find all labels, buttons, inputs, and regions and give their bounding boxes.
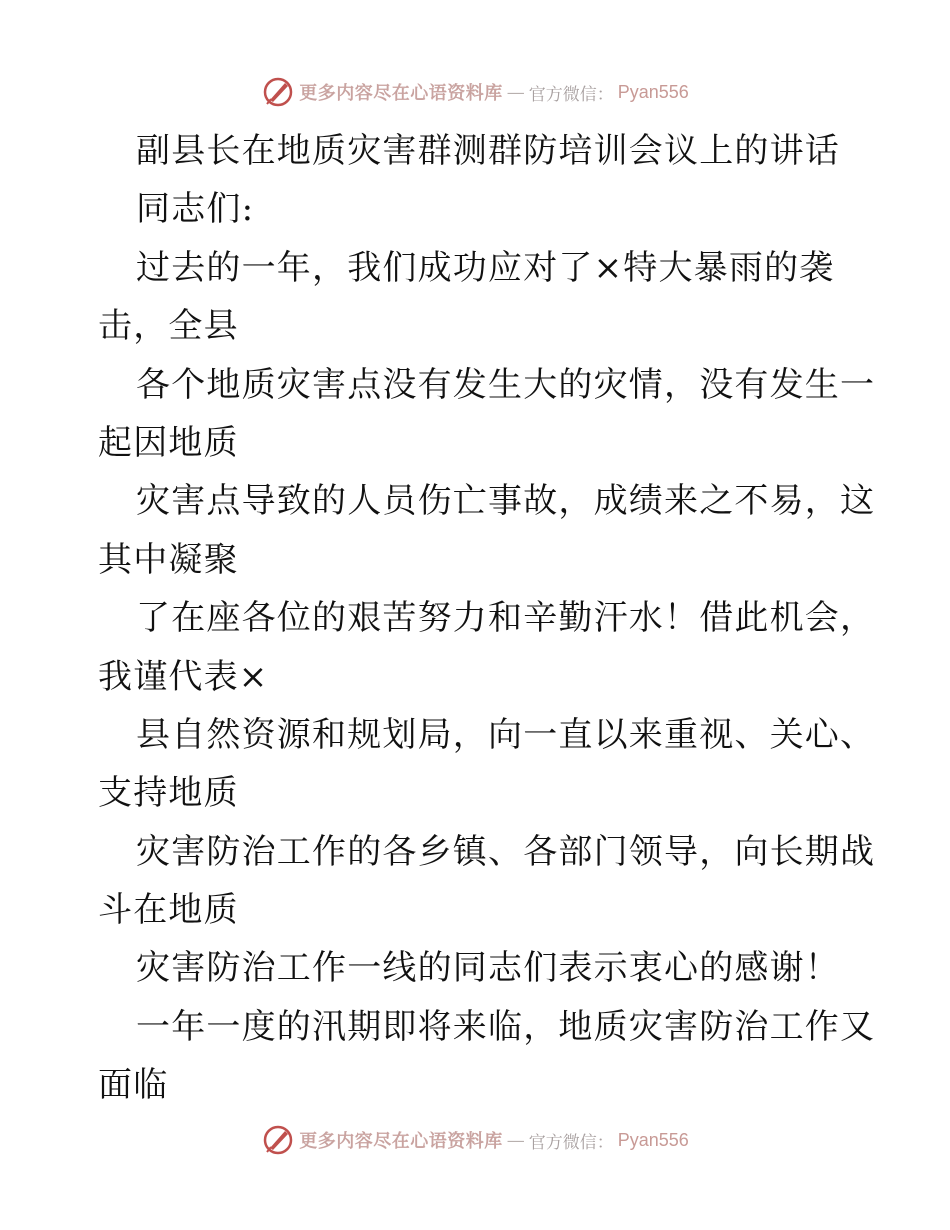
paragraph-line: 灾害防治工作的各乡镇、各部门领导，向长期战	[136, 831, 876, 872]
quill-logo-icon	[261, 1123, 295, 1157]
watermark-wechat-id: Pyan556	[617, 81, 689, 102]
watermark-separator: —	[506, 81, 525, 103]
watermark-site-text: 更多内容尽在心语资料库	[299, 83, 503, 104]
paragraph-line: 起因地质	[98, 422, 239, 463]
quill-logo-icon	[261, 75, 295, 109]
paragraph-line: 县自然资源和规划局，向一直以来重视、关心、	[136, 714, 876, 755]
paragraph-line: 灾害点导致的人员伤亡事故，成绩来之不易，这	[136, 481, 876, 522]
paragraph-line: 灾害防治工作一线的同志们表示衷心的感谢！	[136, 948, 840, 989]
paragraph-line: 了在座各位的艰苦努力和辛勤汗水！借此机会，	[136, 598, 876, 639]
paragraph-line: 各个地质灾害点没有发生大的灾情，没有发生一	[136, 364, 876, 405]
document-title: 副县长在地质灾害群测群防培训会议上的讲话	[136, 131, 840, 171]
watermark-wechat-label: 官方微信：	[528, 1132, 614, 1153]
watermark-wechat-label: 官方微信：	[528, 84, 614, 105]
paragraph-line: 支持地质	[98, 773, 239, 814]
paragraph-line: 击，全县	[98, 306, 239, 347]
paragraph-line: 一年一度的汛期即将来临，地质灾害防治工作又	[136, 1006, 876, 1047]
paragraph-line: 斗在地质	[98, 890, 239, 931]
paragraph-line: 面临	[98, 1065, 169, 1106]
paragraph-line: 过去的一年，我们成功应对了×特大暴雨的袭	[136, 247, 835, 288]
salutation: 同志们:	[136, 189, 255, 230]
document-body	[98, 122, 876, 1115]
watermark-separator: —	[506, 1129, 525, 1151]
paragraph-line: 我谨代表×	[98, 656, 269, 697]
footer-watermark	[0, 1120, 950, 1160]
header-watermark	[0, 72, 950, 112]
watermark-site-text: 更多内容尽在心语资料库	[299, 1131, 503, 1152]
paragraph-line: 其中凝聚	[98, 539, 239, 580]
watermark-wechat-id: Pyan556	[617, 1129, 689, 1150]
